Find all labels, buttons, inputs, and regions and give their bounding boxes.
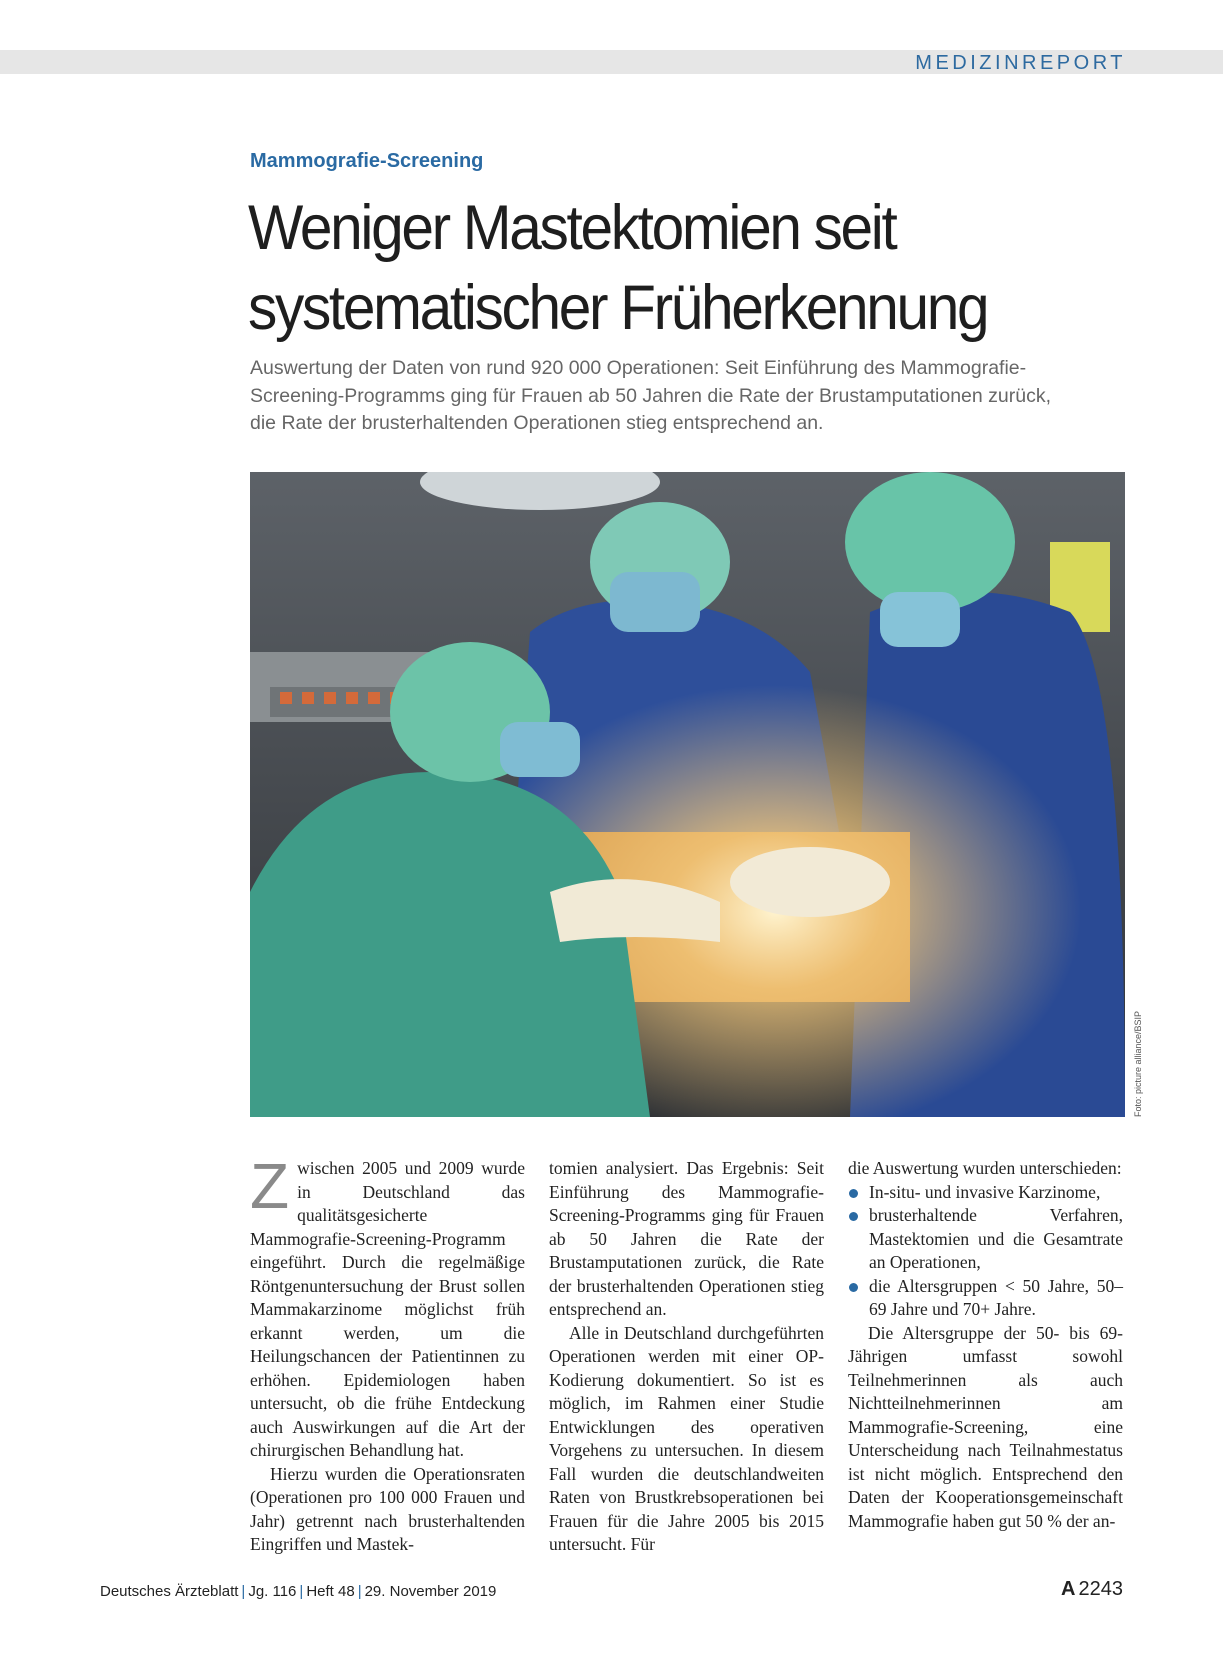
drop-cap: Z <box>250 1150 290 1222</box>
journal-issue: Heft 48 <box>306 1583 355 1600</box>
list-item: In-situ- und invasive Karzinome, <box>848 1181 1123 1205</box>
column-1-paragraph-2: Hierzu wurden die Operationsraten (Operationen pro 100 000 Frauen und Jahr) getrennt nach brusterhaltenden Eingriffen und Mastek- <box>250 1463 525 1554</box>
headline-line-2: systematischer Früherkennung <box>248 273 988 343</box>
bullet-icon <box>849 1212 858 1221</box>
headline-line-1: Weniger Mastektomien seit <box>248 193 896 263</box>
column-1-paragraph-1: wischen 2005 und 2009 wurde in Deutschland das qualitätsgesicherte Mammografie-Screening-Programm eingeführt. Durch die regelmäßige Röntgenuntersuchung der Brust sollen Mammakarzinome möglichst früh erkannt werden, um die Heilungschancen der Patientinnen zu erhöhen. Epidemiologen haben untersucht, ob die frühe Entdeckung auch Auswirkungen auf die Art der chirurgischen Behandlung hat. <box>250 1158 525 1460</box>
article-photo <box>250 472 1125 1117</box>
separator: | <box>357 1583 362 1600</box>
column-3-paragraph-2: Die Altersgruppe der 50- bis 69-Jährigen umfasst sowohl Teilnehmerinnen als auch Nichtteilnehmerinnen am Mammografie-Screening, eine Unterscheidung nach Teilnahmestatus ist nicht möglich. Entsprechend den Daten der Kooperationsgemeinschaft Mammografie haben gut 50 % der an- <box>848 1322 1123 1531</box>
photo-credit: Foto: picture alliance/BSIP <box>1133 1010 1143 1117</box>
bullet-icon <box>849 1283 858 1292</box>
section-label: MEDIZINREPORT <box>915 52 1126 74</box>
page-prefix: A <box>1061 1578 1076 1600</box>
bullet-icon <box>849 1189 858 1198</box>
column-2-paragraph-2: Alle in Deutschland durchgeführten Operationen werden mit einer OP-Kodierung dokumentiert. So ist es möglich, im Rahmen einer Studie Entwicklungen des operativen Vorgehens zu untersuchen. In diesem Fall wurden die deutschlandweiten Raten von Brustkrebsoperationen bei Frauen für die Jahre 2005 bis 2015 untersucht. Für <box>549 1322 824 1554</box>
separator: | <box>241 1583 246 1600</box>
article-column-1 <box>250 1150 525 1557</box>
separator: | <box>299 1583 304 1600</box>
journal-volume: Jg. 116 <box>248 1583 297 1600</box>
criteria-list <box>848 1181 1123 1322</box>
article-kicker: Mammografie-Screening <box>250 150 484 172</box>
page-number-value: 2243 <box>1078 1578 1123 1600</box>
article-lead: Auswertung der Daten von rund 920 000 Operationen: Seit Einführung des Mammografie-Screening-Programms ging für Frauen ab 50 Jahren die Rate der Brustamputationen zurück, die Rate der brusterhaltenden Operationen stieg entsprechend an. <box>250 357 1052 434</box>
article-headline <box>248 188 1085 348</box>
journal-name: Deutsches Ärzteblatt <box>100 1583 239 1600</box>
surgery-photo-illustration <box>250 472 1125 1117</box>
list-item: die Altersgruppen < 50 Jahre, 50–69 Jahre und 70+ Jahre. <box>848 1275 1123 1322</box>
journal-date: 29. November 2019 <box>364 1583 497 1600</box>
column-3-intro: die Auswertung wurden unterschieden: <box>848 1158 1122 1178</box>
list-item: brusterhaltende Verfahren, Mastektomien und die Gesamtrate an Operationen, <box>848 1204 1123 1275</box>
column-2-paragraph-1: tomien analysiert. Das Ergebnis: Seit Einführung des Mammografie-Screening-Programms ging für Frauen ab 50 Jahren die Rate der Brustamputationen zurück, die Rate der brusterhaltenden Operationen stieg entsprechend an. <box>549 1158 824 1319</box>
article-column-2 <box>549 1157 824 1557</box>
footer-citation <box>100 1583 496 1600</box>
article-column-3 <box>848 1157 1123 1533</box>
page-number <box>1061 1578 1123 1601</box>
